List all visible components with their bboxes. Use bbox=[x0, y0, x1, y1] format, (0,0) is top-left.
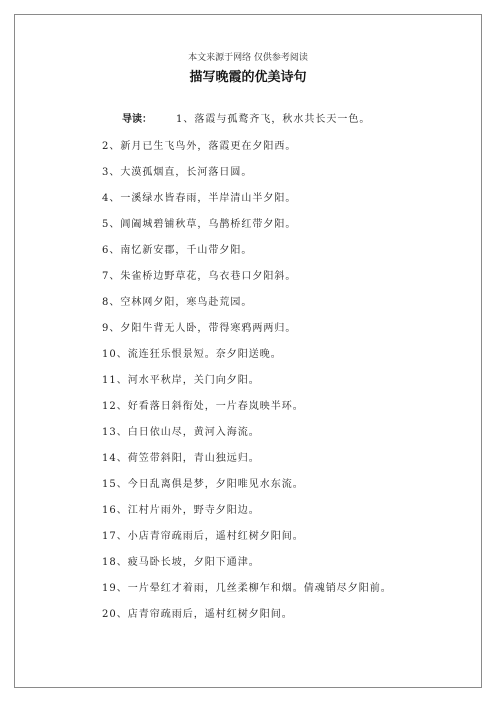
poem-line-12: 12、好看落日斜衔处，一片春岚映半环。 bbox=[102, 401, 304, 412]
poem-line-4: 4、一溪绿水皆春雨，半岸清山半夕阳。 bbox=[102, 193, 297, 204]
poem-line-8: 8、空林网夕阳，寒鸟赴荒园。 bbox=[102, 297, 253, 308]
poem-line-7: 7、朱雀桥边野草花，乌衣巷口夕阳斜。 bbox=[102, 271, 297, 282]
poem-line-15: 15、今日乱离俱是梦，夕阳唯见水东流。 bbox=[102, 479, 304, 490]
poem-line-16: 16、江村片雨外，野寺夕阳边。 bbox=[102, 505, 260, 516]
poem-line-18: 18、疲马卧长坡，夕阳下通津。 bbox=[102, 557, 260, 568]
poem-line-3: 3、大漠孤烟直，长河落日圆。 bbox=[102, 167, 253, 178]
poem-line-5: 5、阊阖城碧铺秋草，乌鹊桥红带夕阳。 bbox=[102, 219, 297, 230]
poem-line-14: 14、荷笠带斜阳，青山独远归。 bbox=[102, 453, 260, 464]
page-title: 描写晚霞的优美诗句 bbox=[189, 70, 307, 85]
poem-line-10: 10、流连狂乐恨景短。奈夕阳送晚。 bbox=[102, 349, 282, 360]
poem-line-13: 13、白日依山尽，黄河入海流。 bbox=[102, 427, 260, 438]
lead-label: 导读： bbox=[122, 114, 152, 125]
poem-line-2: 2、新月已生飞鸟外，落霞更在夕阳西。 bbox=[102, 141, 297, 152]
poem-line-19: 19、一片晕红才着雨，几丝柔柳乍和烟。倩魂销尽夕阳前。 bbox=[102, 583, 392, 594]
poem-line-9: 9、夕阳牛背无人卧，带得寒鸦两两归。 bbox=[102, 323, 297, 334]
poem-line-6: 6、南忆新安郡，千山带夕阳。 bbox=[102, 245, 253, 256]
poem-line-1: 1、落霞与孤鹜齐飞，秋水共长天一色。 bbox=[176, 114, 371, 125]
source-note: 本文来源于网络 仅供参考阅读 bbox=[188, 53, 308, 63]
poem-line-17: 17、小店青帘疏雨后，遥村红树夕阳间。 bbox=[102, 531, 304, 542]
poem-line-20: 20、店青帘疏雨后，遥村红树夕阳间。 bbox=[102, 609, 293, 620]
poem-line-11: 11、河水平秋岸，关门向夕阳。 bbox=[102, 375, 260, 386]
